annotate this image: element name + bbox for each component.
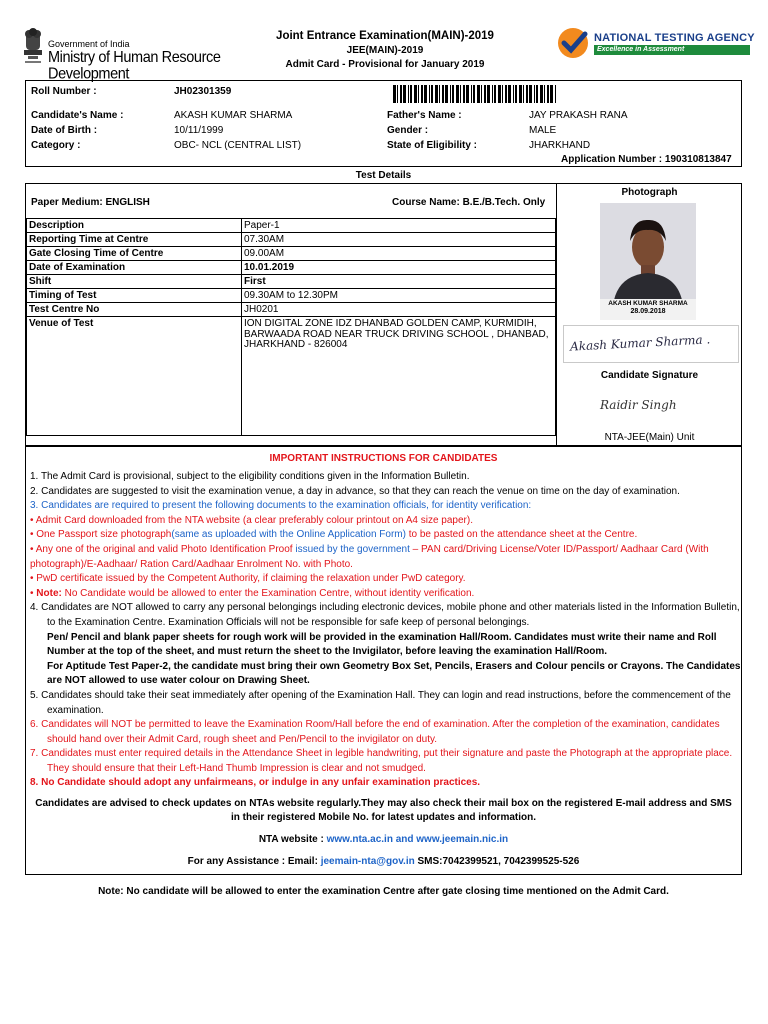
nta-tagline: Excellence in Assessment — [594, 45, 750, 55]
test-details-table — [26, 218, 556, 436]
roll-value: JH02301359 — [174, 86, 232, 97]
table-row — [27, 289, 556, 303]
barcode-bar — [393, 85, 396, 103]
state-label: State of Eligibility : — [387, 140, 478, 151]
instruction-2: 2. Candidates are suggested to visit the examination venue, a day in advance, so that they can reach the venue on time on the day of examination. — [30, 485, 680, 497]
gender-value: MALE — [529, 125, 557, 136]
row-value: First — [242, 275, 556, 289]
ministry-name: Ministry of Human Resource Development — [48, 49, 221, 83]
candidate-photo — [600, 203, 696, 320]
instructions-list — [30, 470, 742, 791]
assistance-label: For any Assistance : Email: — [187, 856, 321, 867]
barcode-bar — [473, 85, 475, 103]
barcode-bar — [456, 85, 459, 103]
state-value: JHARKHAND — [529, 140, 591, 151]
row-key: Date of Examination — [27, 261, 242, 275]
barcode-bar — [403, 85, 406, 103]
doc-text: to be pasted on the attendance sheet at the Centre. — [405, 529, 638, 541]
test-details-heading: Test Details — [355, 170, 412, 181]
father-label: Father's Name : — [387, 110, 462, 121]
barcode-bar — [534, 85, 535, 103]
barcode-bar — [424, 85, 427, 103]
instruction-5: 5. Candidates should take their seat immediately after opening of the Examination Hall. They can login and read instructions, before the commencement of the examination. — [30, 689, 731, 716]
row-value: 09.00AM — [242, 247, 556, 261]
barcode-bar — [544, 85, 545, 103]
candidate-signature-box — [563, 325, 739, 363]
barcode-bar — [492, 85, 493, 103]
instruction-6: 6. Candidates will NOT be permitted to leave the Examination Room/Hall before the end of examination. After the completion of the examination, candidates should hand over their Admit Card, rough sheet and Pen/Pencil to the invigilator on duty. — [30, 719, 720, 745]
barcode-bar — [526, 85, 528, 103]
barcode-bar — [547, 85, 549, 103]
candidate-details-panel — [25, 80, 742, 167]
table-row — [27, 233, 556, 247]
table-row — [27, 261, 556, 275]
nta-name: NATIONAL TESTING AGENCY — [594, 32, 755, 44]
candidate-signature: Akash Kumar Sharma . — [569, 332, 711, 354]
footer-note: Note: No candidate will be allowed to enter the examination Centre after gate closing time mentioned on the Admit Card. — [98, 886, 669, 897]
barcode-bar — [397, 85, 398, 103]
barcode-bar — [439, 85, 440, 103]
instructions-heading: IMPORTANT INSTRUCTIONS FOR CANDIDATES — [269, 453, 498, 464]
barcode-bar — [529, 85, 532, 103]
exam-subtitle: JEE(MAIN)-2019 — [346, 45, 424, 56]
app-value: 190310813847 — [664, 154, 732, 165]
name-value: AKASH KUMAR SHARMA — [174, 110, 293, 121]
barcode-bar — [550, 85, 553, 103]
barcode-bar — [450, 85, 451, 103]
barcode-bar — [435, 85, 438, 103]
barcode — [393, 85, 558, 103]
instruction-4-paper-2: For Aptitude Test Paper-2, the candidate must bring their own Geometry Box Set, Pencils, Erasers and Colour pencils or Crayons. The Candidates are NOT allowed to use water colour on Drawing Sheet. — [47, 660, 741, 687]
row-key: Shift — [27, 275, 242, 289]
instruction-1: 1. The Admit Card is provisional, subject to the eligibility conditions given in the Information Bulletin. — [30, 471, 470, 482]
table-row — [27, 317, 556, 436]
barcode-bar — [505, 85, 507, 103]
barcode-bar — [410, 85, 412, 103]
doc-text: • One Passport size photograph — [30, 529, 172, 541]
row-value: 10.01.2019 — [242, 261, 556, 275]
advisory-text: Candidates are advised to check updates on NTAs website regularly.They may also check their mail box on the registered E-mail address and SMS in their registered Mobile No. for latest updates and information. — [35, 798, 732, 823]
row-key: Reporting Time at Centre — [27, 233, 242, 247]
document-photograph — [30, 528, 742, 543]
document-admit-card: • Admit Card downloaded from the NTA website (a clear preferably colour printout on A4 size paper). — [30, 514, 473, 526]
barcode-bar — [515, 85, 517, 103]
barcode-bar — [536, 85, 538, 103]
dob-label: Date of Birth : — [31, 125, 98, 136]
admit-card-title: Admit Card - Provisional for January 2019 — [285, 59, 485, 70]
row-key: Test Centre No — [27, 303, 242, 317]
father-value: JAY PRAKASH RANA — [529, 110, 628, 121]
instruction-3: 3. Candidates are required to present the following documents to the examination officials, for identity verification: — [30, 500, 532, 512]
barcode-bar — [555, 85, 556, 103]
barcode-bar — [452, 85, 454, 103]
venue-value: ION DIGITAL ZONE IDZ DHANBAD GOLDEN CAMP, KURMIDIH, BARWAADA ROAD NEAR TRUCK DRIVING SCHOOL , DHANBAD, JHARKHAND - 826004 — [242, 317, 556, 436]
row-key: Timing of Test — [27, 289, 242, 303]
barcode-bar — [477, 85, 480, 103]
barcode-bar — [494, 85, 496, 103]
website-label: NTA website : — [258, 834, 327, 845]
email-link[interactable]: jeemain-nta@gov.in — [320, 856, 415, 867]
photo-caption-date: 28.09.2018 — [630, 308, 666, 315]
application-number — [561, 154, 732, 165]
barcode-bar — [481, 85, 482, 103]
table-row — [27, 247, 556, 261]
photo-label: Photograph — [621, 187, 678, 198]
barcode-bar — [498, 85, 501, 103]
barcode-bar — [418, 85, 419, 103]
barcode-bar — [502, 85, 503, 103]
table-row — [27, 303, 556, 317]
app-label: Application Number : — [561, 154, 663, 165]
doc-text: • — [30, 587, 37, 599]
barcode-bar — [463, 85, 465, 103]
category-label: Category : — [31, 140, 81, 151]
doc-text: Note: — [36, 587, 62, 599]
document-pwd: • PwD certificate issued by the Competent Authority, if claiming the relaxation under PwD category. — [30, 573, 466, 585]
barcode-bar — [508, 85, 511, 103]
doc-text: (same as uploaded with the Online Application Form) — [171, 529, 406, 541]
row-value: Paper-1 — [242, 219, 556, 233]
barcode-bar — [519, 85, 522, 103]
barcode-bar — [513, 85, 514, 103]
column-divider — [556, 183, 557, 446]
assistance-line — [25, 856, 742, 867]
barcode-bar — [487, 85, 490, 103]
paper-medium: Paper Medium: ENGLISH — [31, 197, 150, 208]
nta-website-line — [25, 834, 742, 845]
category-value: OBC- NCL (CENTRAL LIST) — [174, 140, 302, 151]
instruction-4-rough-work: Pen/ Pencil and blank paper sheets for rough work will be provided in the examination Hall/Room. Candidates must write their name and Roll Number at the top of the sheet, and must return the sheet to the Invigilator, before leaving the examination Hall/Room. — [47, 631, 717, 658]
row-key: Description — [27, 219, 242, 233]
venue-label: Venue of Test — [27, 317, 242, 436]
doc-text: No Candidate would be allowed to enter the Examination Centre, without identity verification. — [61, 587, 475, 599]
barcode-bar — [408, 85, 409, 103]
instruction-7: 7. Candidates must enter required details in the Attendance Sheet in legible handwriting, put their signature and paste the Photograph at the appropriate place. They should ensure that their Left-Hand Thumb Impression is clear and not smudged. — [30, 748, 733, 774]
gender-label: Gender : — [387, 125, 429, 136]
barcode-bar — [442, 85, 444, 103]
dob-value: 10/11/1999 — [174, 125, 224, 136]
barcode-bar — [445, 85, 448, 103]
goi-text: Government of India — [48, 39, 130, 49]
table-row — [27, 275, 556, 289]
document-photo-id — [30, 543, 742, 572]
instruction-4: 4. Candidates are NOT allowed to carry any personal belongings including electronic devices, mobile phone and other materials listed in the Information Bulletin, to the Examination Centre. Examination Officials will not be responsible for safe keep of personal belongings. — [30, 602, 740, 628]
doc-text: – PAN card/Driving License/Voter ID/Passport/ Aadhaar Card (With photograph)/E-Aadhaar/ Ration Card/Aadhaar Enrolment No. with Photo. — [30, 543, 709, 570]
sms-numbers: SMS:7042399521, 7042399525-526 — [414, 856, 580, 867]
barcode-bar — [429, 85, 430, 103]
barcode-bar — [421, 85, 423, 103]
doc-text: issued by the government — [292, 543, 410, 555]
barcode-bar — [484, 85, 486, 103]
roll-label: Roll Number : — [31, 86, 97, 97]
barcode-bar — [414, 85, 417, 103]
nta-check-icon — [556, 26, 592, 60]
signature-label: Candidate Signature — [600, 370, 699, 381]
unit-label: NTA-JEE(Main) Unit — [604, 432, 695, 443]
table-row — [27, 219, 556, 233]
exam-title: Joint Entrance Examination(MAIN)-2019 — [276, 30, 494, 42]
exam-title-block — [240, 30, 530, 70]
nta-logo — [556, 26, 756, 60]
unit-signature: Raidir Singh — [600, 398, 677, 412]
course-name: Course Name: B.E./B.Tech. Only — [392, 197, 546, 208]
barcode-bar — [523, 85, 524, 103]
barcode-bar — [540, 85, 543, 103]
row-value: 09.30AM to 12.30PM — [242, 289, 556, 303]
barcode-bar — [466, 85, 469, 103]
ministry-logo — [20, 28, 240, 83]
barcode-bar — [460, 85, 461, 103]
website-link[interactable]: www.nta.ac.in and www.jeemain.nic.in — [326, 834, 509, 845]
photo-caption-name: AKASH KUMAR SHARMA — [608, 300, 688, 307]
row-value: JH0201 — [242, 303, 556, 317]
document-note — [30, 587, 742, 602]
barcode-bar — [400, 85, 402, 103]
barcode-bar — [431, 85, 433, 103]
instruction-8: 8. No Candidate should adopt any unfairmeans, or indulge in any unfair examination practices. — [30, 777, 481, 789]
name-label: Candidate's Name : — [31, 110, 124, 121]
national-emblem-icon — [20, 28, 46, 76]
barcode-bar — [471, 85, 472, 103]
row-key: Gate Closing Time of Centre — [27, 247, 242, 261]
doc-text: • Any one of the original and valid Photo Identification Proof — [30, 543, 293, 555]
row-value: 07.30AM — [242, 233, 556, 247]
